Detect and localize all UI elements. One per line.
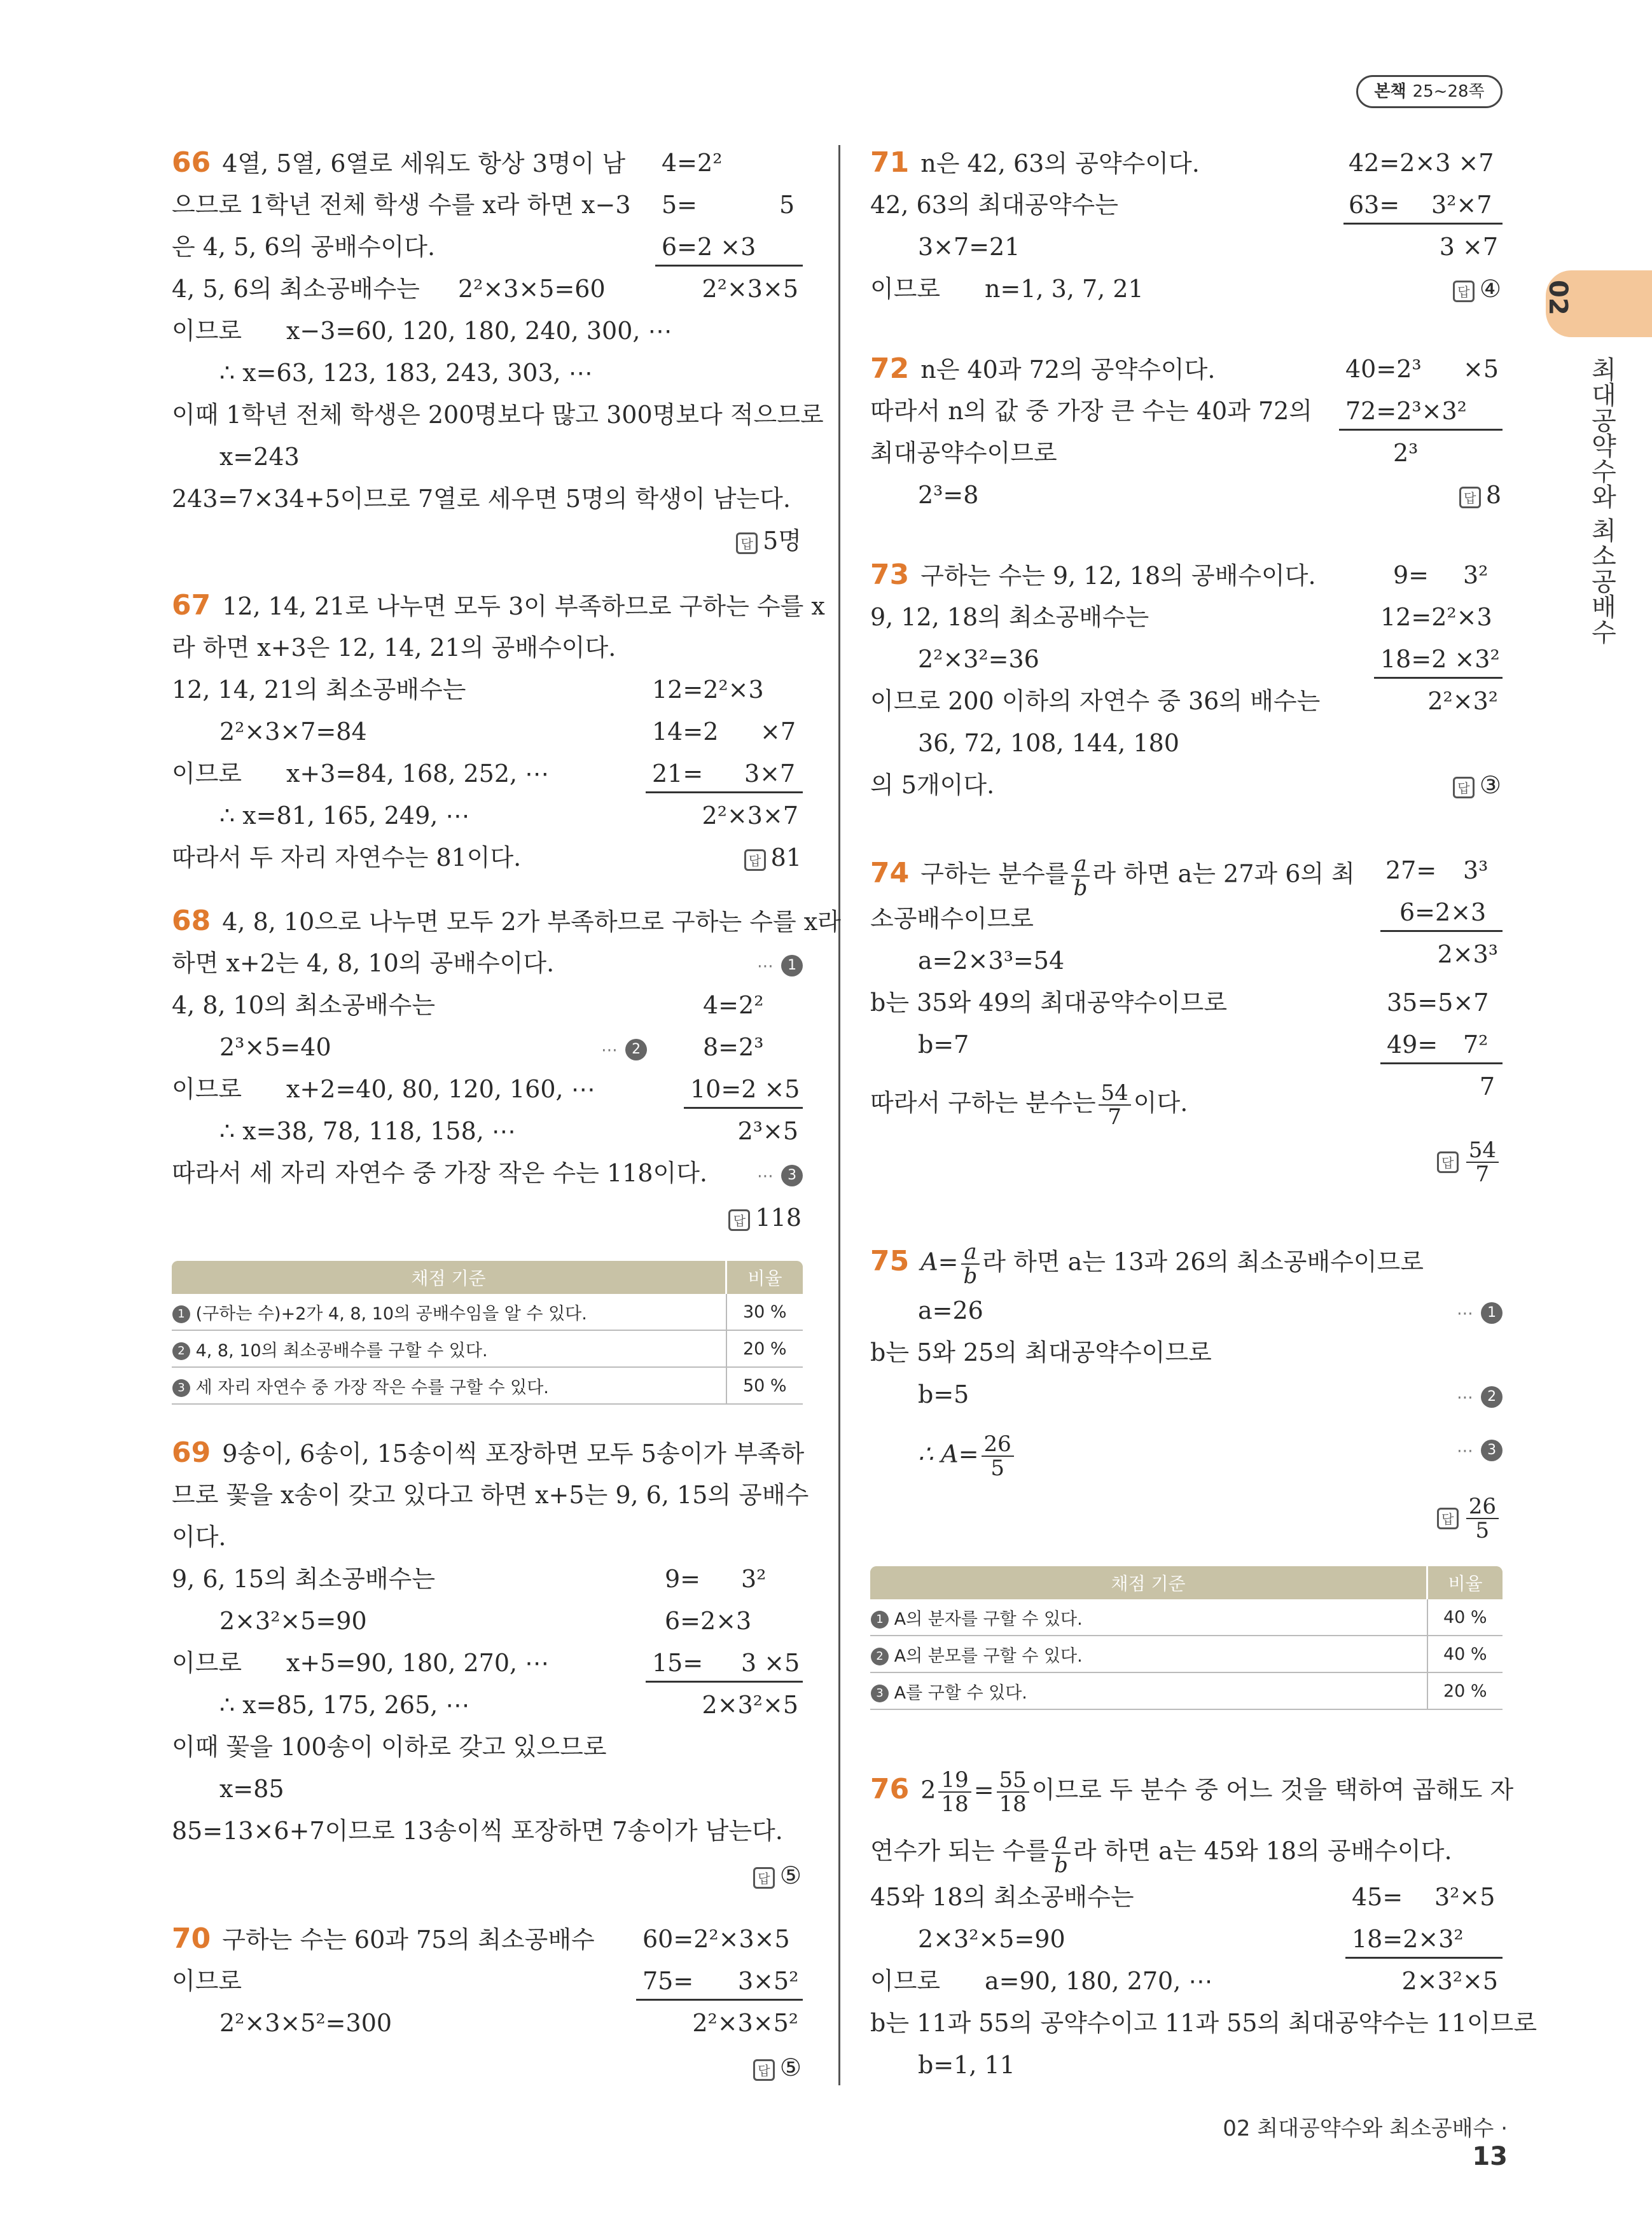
answer-70: 답 ⑤ — [687, 2052, 802, 2083]
problem-69-line2: 므로 꽃을 x송이 갖고 있다고 하면 x+5는 9, 6, 15의 공배수 — [172, 1481, 809, 1509]
problem-67-line1: 67 12, 14, 21로 나누면 모두 3이 부족하므로 구하는 수를 x — [172, 589, 825, 622]
factor-result: 2²×3×5² — [692, 2009, 798, 2037]
step-marker-2: ⋯ 2 — [1457, 1379, 1503, 1413]
problem-68-line5b: x+2=40, 80, 120, 160, ⋯ — [286, 1075, 595, 1103]
fraction-54-7: $\frac{54}{7}$ — [1099, 1081, 1131, 1129]
problem-75-line4: b=5 — [918, 1380, 969, 1408]
answer-75: 답 $\frac{26}{5}$ — [1374, 1495, 1501, 1542]
fraction-26-5: $\frac{26}{5}$ — [982, 1433, 1014, 1480]
factor-result: 2×3²×5 — [1401, 1967, 1498, 1995]
problem-66-line9: 243=7×34+5이므로 7열로 세우면 5명의 학생이 남는다. — [172, 485, 791, 513]
table-row: 1 A의 분자를 구할 수 있다. 40 % — [870, 1599, 1503, 1636]
factor-line: 3×7 — [744, 760, 796, 788]
factor-result: 2×3²×5 — [702, 1691, 798, 1719]
problem-66-line5b: x−3=60, 120, 180, 240, 300, ⋯ — [286, 317, 672, 345]
problem-73-line6: 의 5개이다. — [870, 771, 995, 799]
problem-71-line3: 3×7=21 — [918, 233, 1020, 261]
answer-72: 답 8 — [1374, 480, 1501, 510]
answer-69: 답 ⑤ — [687, 1860, 802, 1891]
factor-line: 6=2 ×3 — [662, 233, 756, 261]
factor-rule — [646, 1681, 803, 1683]
problem-75-line1: 75 A= $\frac{a}{b}$ 라 하면 a는 13과 26의 최소공배수이므로 — [870, 1239, 1424, 1289]
factor-line: 3 ×5 — [741, 1649, 800, 1677]
step-marker-1: ⋯ 1 — [1457, 1295, 1503, 1329]
factor-line: 21= — [652, 760, 704, 788]
problem-number: 66 — [172, 146, 211, 179]
step-marker-3: ⋯ 3 — [757, 1158, 803, 1192]
problem-66-line5: 이므로 — [172, 317, 242, 345]
problem-number: 69 — [172, 1436, 211, 1469]
factor-line: 9= — [1393, 561, 1429, 589]
factor-result: 2³ — [1393, 439, 1419, 467]
problem-66-line4: 4, 5, 6의 최소공배수는 — [172, 275, 420, 303]
table-header-criteria: 채점 기준 — [172, 1261, 726, 1294]
problem-72-line3: 최대공약수이므로 — [870, 439, 1057, 467]
table-header-criteria: 채점 기준 — [870, 1566, 1427, 1599]
problem-69-line5: 2×3²×5=90 — [219, 1607, 367, 1635]
fraction-55-18: $\frac{55}{18}$ — [997, 1769, 1029, 1816]
chapter-tab-title: 최대공약수와 최소공배수 — [1587, 356, 1616, 644]
problem-number: 74 — [870, 856, 910, 889]
problem-73-line5: 36, 72, 108, 144, 180 — [918, 729, 1179, 757]
factor-rule — [646, 791, 803, 793]
factor-line: 45= — [1352, 1883, 1403, 1911]
problem-number: 68 — [172, 905, 211, 937]
problem-74-line2: 소공배수이므로 — [870, 905, 1034, 933]
problem-67-line2: 라 하면 x+3은 12, 14, 21의 공배수이다. — [172, 634, 616, 662]
problem-68-line3: 4, 8, 10의 최소공배수는 — [172, 991, 436, 1019]
problem-72-line2: 따라서 n의 값 중 가장 큰 수는 40과 72의 — [870, 397, 1313, 425]
problem-69-line8: 이때 꽃을 100송이 이하로 갖고 있으므로 — [172, 1733, 607, 1761]
problem-69-line9: x=85 — [219, 1775, 284, 1803]
problem-75-line5: ∴ A= $\frac{26}{5}$ — [918, 1433, 1017, 1480]
problem-71-line4b: n=1, 3, 7, 21 — [985, 275, 1144, 303]
table-row: 3 세 자리 자연수 중 가장 작은 수를 구할 수 있다. 50 % — [172, 1367, 803, 1404]
problem-68-line5: 이므로 — [172, 1075, 242, 1103]
factor-rule — [1374, 677, 1503, 679]
answer-66: 답 5명 — [687, 525, 802, 556]
problem-number: 67 — [172, 589, 211, 622]
problem-67-line4: 2²×3×7=84 — [219, 718, 367, 746]
problem-number: 73 — [870, 559, 910, 591]
problem-66-lcm: 2²×3×5=60 — [458, 275, 606, 303]
factor-rule — [1380, 1062, 1503, 1064]
factor-line: 3² — [1463, 561, 1489, 589]
problem-66-line8: x=243 — [219, 443, 300, 471]
column-divider — [838, 145, 840, 2085]
factor-line: 18=2×3² — [1352, 1925, 1464, 1953]
problem-69-line1: 69 9송이, 6송이, 15송이씩 포장하면 모두 5송이가 부족하 — [172, 1436, 805, 1469]
factor-line: 5= — [662, 191, 698, 219]
problem-68-line7: 따라서 세 자리 자연수 중 가장 작은 수는 118이다. — [172, 1159, 707, 1187]
factor-result: 2³×5 — [737, 1117, 798, 1145]
factor-rule — [636, 1999, 803, 2001]
problem-66-line3: 은 4, 5, 6의 공배수이다. — [172, 233, 436, 261]
factor-line: 75= — [642, 1967, 694, 1995]
problem-67-line6: ∴ x=81, 165, 249, ⋯ — [219, 802, 470, 830]
problem-76-line5b: a=90, 180, 270, ⋯ — [985, 1967, 1213, 1995]
problem-76-line6: b는 11과 55의 공약수이고 11과 55의 최대공약수는 11이므로 — [870, 2009, 1537, 2037]
fraction-19-18: $\frac{19}{18}$ — [938, 1769, 971, 1816]
page-footer: 02 최대공약수와 최소공배수 · 13 — [1223, 2116, 1508, 2171]
factor-line: 3²×7 — [1431, 191, 1492, 219]
problem-68-line1: 68 4, 8, 10으로 나누면 모두 2가 부족하므로 구하는 수를 x라 — [172, 905, 841, 937]
problem-68-line6: ∴ x=38, 78, 118, 158, ⋯ — [219, 1117, 516, 1145]
factor-line: 12=2²×3 — [652, 676, 764, 704]
factor-line: ×5 — [1463, 355, 1499, 383]
factor-result: 2²×3×5 — [702, 275, 798, 303]
problem-66-line7: 이때 1학년 전체 학생은 200명보다 많고 300명보다 적으므로 — [172, 401, 824, 429]
table-header-ratio: 비율 — [726, 1261, 803, 1294]
answer-68: 답 118 — [687, 1202, 802, 1233]
factor-line: 4=2² — [703, 991, 764, 1019]
fraction-a-over-b: $\frac{a}{b}$ — [961, 1241, 980, 1288]
factor-result: 2×3³ — [1437, 940, 1498, 968]
problem-73-line4: 이므로 200 이하의 자연수 중 36의 배수는 — [870, 687, 1321, 715]
factor-line: 72=2³×3² — [1345, 397, 1467, 425]
problem-74-line5: b=7 — [918, 1031, 969, 1059]
factor-rule — [684, 1107, 803, 1109]
factor-line: 8=2³ — [703, 1033, 764, 1061]
table-row: 2 4, 8, 10의 최소공배수를 구할 수 있다. 20 % — [172, 1330, 803, 1367]
problem-number: 75 — [870, 1244, 910, 1277]
answer-icon: 답 — [1453, 777, 1475, 798]
factor-result: 3 ×7 — [1439, 233, 1498, 261]
problem-68-line2: 하면 x+2는 4, 8, 10의 공배수이다. — [172, 949, 555, 977]
problem-76-line2: 연수가 되는 수를 $\frac{a}{b}$ 라 하면 a는 45와 18의 공배수이다. — [870, 1828, 1452, 1878]
factor-line: 15= — [652, 1649, 704, 1677]
step-marker-2: ⋯ 2 — [601, 1032, 647, 1066]
problem-71-line2: 42, 63의 최대공약수는 — [870, 191, 1118, 219]
scoring-table-75 — [870, 1566, 1503, 1710]
factor-line: 4=2² — [662, 149, 723, 177]
answer-icon: 답 — [1453, 281, 1475, 302]
problem-76-line1: 76 2 $\frac{19}{18}$ = $\frac{55}{18}$ 이므로 두 분수 중 어느 것을 택하여 곱해도 자 — [870, 1767, 1514, 1817]
problem-68-line4: 2³×5=40 — [219, 1033, 331, 1061]
factor-rule — [1339, 429, 1503, 431]
problem-67-line3: 12, 14, 21의 최소공배수는 — [172, 676, 466, 704]
factor-line: 3×5² — [738, 1967, 799, 1995]
answer-icon: 답 — [753, 1867, 775, 1889]
problem-67-line5: 이므로 — [172, 760, 242, 788]
problem-69-line6: 이므로 — [172, 1649, 242, 1677]
page-number: 13 — [1472, 2142, 1508, 2171]
page-reference-badge — [1356, 75, 1503, 108]
factor-line: 42=2×3 ×7 — [1349, 149, 1494, 177]
problem-71-line1: 71 n은 42, 63의 공약수이다. — [870, 146, 1200, 179]
problem-66-line2: 으므로 1학년 전체 학생 수를 x라 하면 x−3 — [172, 191, 631, 219]
answer-71: 답 ④ — [1374, 274, 1501, 304]
factor-line: 9= — [665, 1565, 701, 1593]
problem-72-line1: 72 n은 40과 72의 공약수이다. — [870, 352, 1216, 385]
factor-line: 3³ — [1463, 856, 1489, 884]
table-row: 1 (구하는 수)+2가 4, 8, 10의 공배수임을 알 수 있다. 30 % — [172, 1294, 803, 1330]
step-marker-1: ⋯ 1 — [757, 948, 803, 982]
answer-icon: 답 — [1459, 487, 1481, 508]
problem-number: 72 — [870, 352, 910, 385]
factor-line: 12=2²×3 — [1380, 603, 1492, 631]
problem-67-line5b: x+3=84, 168, 252, ⋯ — [286, 760, 550, 788]
problem-71-line4: 이므로 — [870, 275, 941, 303]
problem-74-line6: 따라서 구하는 분수는 $\frac{54}{7}$ 이다. — [870, 1080, 1188, 1130]
factor-result: 2²×3² — [1427, 687, 1498, 715]
problem-66-line1: 66 4열, 5열, 6열로 세워도 항상 3명이 남 — [172, 146, 626, 179]
factor-line: 3² — [741, 1565, 767, 1593]
page-range: 25~28쪽 — [1412, 82, 1485, 101]
problem-74-line4: b는 35와 49의 최대공약수이므로 — [870, 989, 1228, 1017]
answer-icon: 답 — [744, 849, 766, 871]
answer-icon: 답 — [736, 532, 758, 554]
table-row: 3 A를 구할 수 있다. 20 % — [870, 1672, 1503, 1709]
table-header-ratio: 비율 — [1427, 1566, 1503, 1599]
problem-75-line3: b는 5와 25의 최대공약수이므로 — [870, 1338, 1212, 1366]
factor-line: ×7 — [760, 718, 796, 746]
problem-number: 70 — [172, 1922, 211, 1955]
factor-result: 7 — [1479, 1073, 1495, 1101]
factor-line: 14=2 — [652, 718, 719, 746]
factor-result: 2²×3×7 — [702, 802, 798, 830]
problem-69-line7: ∴ x=85, 175, 265, ⋯ — [219, 1691, 470, 1719]
factor-line: 18=2 ×3² — [1380, 645, 1500, 673]
chapter-tab-number: 02 — [1543, 280, 1572, 316]
fraction-a-over-b: $\frac{a}{b}$ — [1052, 1830, 1071, 1877]
footer-chapter: 02 최대공약수와 최소공배수 — [1223, 2116, 1494, 2141]
problem-76-line5: 이므로 — [870, 1967, 941, 1995]
answer-icon: 답 — [1437, 1151, 1459, 1173]
problem-76-line3: 45와 18의 최소공배수는 — [870, 1883, 1134, 1911]
problem-70-line2: 이므로 — [172, 1967, 242, 1995]
factor-line: 49= — [1387, 1031, 1438, 1059]
problem-73-line3: 2²×3²=36 — [918, 645, 1039, 673]
scoring-table-68 — [172, 1261, 803, 1405]
answer-icon: 답 — [753, 2059, 775, 2081]
factor-line: 60=2²×3×5 — [642, 1925, 790, 1953]
problem-74-line1: 74 구하는 분수를 $\frac{a}{b}$ 라 하면 a는 27과 6의 최 — [870, 851, 1355, 901]
step-marker-3: ⋯ 3 — [1457, 1433, 1503, 1466]
problem-76-line7: b=1, 11 — [918, 2051, 1015, 2079]
answer-74: 답 $\frac{54}{7}$ — [1374, 1139, 1501, 1186]
answer-73: 답 ③ — [1374, 770, 1501, 800]
fraction-a-over-b: $\frac{a}{b}$ — [1071, 852, 1090, 900]
problem-number: 76 — [870, 1772, 910, 1805]
factor-line: 35=5×7 — [1387, 989, 1489, 1017]
book-label: 본책 — [1374, 82, 1406, 101]
answer-67: 답 81 — [687, 842, 802, 873]
problem-74-line3: a=2×3³=54 — [918, 947, 1065, 975]
problem-70-line1: 70 구하는 수는 60과 75의 최소공배수 — [172, 1922, 595, 1955]
problem-number: 71 — [870, 146, 910, 179]
factor-line: 27= — [1385, 856, 1437, 884]
factor-rule — [1343, 223, 1503, 225]
factor-line: 10=2 ×5 — [690, 1075, 800, 1103]
problem-67-line7: 따라서 두 자리 자연수는 81이다. — [172, 844, 522, 872]
problem-69-line3: 이다. — [172, 1523, 226, 1551]
answer-icon: 답 — [728, 1209, 750, 1231]
problem-69-line6b: x+5=90, 180, 270, ⋯ — [286, 1649, 550, 1677]
problem-76-line4: 2×3²×5=90 — [918, 1925, 1065, 1953]
problem-75-line2: a=26 — [918, 1296, 983, 1324]
factor-line: 5 — [779, 191, 795, 219]
problem-72-line4: 2³=8 — [918, 481, 979, 509]
problem-66-line6: ∴ x=63, 123, 183, 243, 303, ⋯ — [219, 359, 593, 387]
factor-line: 40=2³ — [1345, 355, 1422, 383]
factor-rule — [655, 265, 803, 267]
answer-icon: 답 — [1437, 1508, 1459, 1529]
factor-line: 63= — [1349, 191, 1400, 219]
factor-rule — [1380, 930, 1503, 932]
factor-line: 7² — [1463, 1031, 1489, 1059]
factor-rule — [1345, 1957, 1503, 1959]
factor-line: 3²×5 — [1434, 1883, 1496, 1911]
factor-line: 6=2×3 — [665, 1607, 752, 1635]
problem-69-line10: 85=13×6+7이므로 13송이씩 포장하면 7송이가 남는다. — [172, 1817, 783, 1845]
problem-73-line1: 73 구하는 수는 9, 12, 18의 공배수이다. — [870, 559, 1316, 591]
factor-line: 6=2×3 — [1399, 898, 1487, 926]
table-row: 2 A의 분모를 구할 수 있다. 40 % — [870, 1636, 1503, 1672]
problem-69-line4: 9, 6, 15의 최소공배수는 — [172, 1565, 436, 1593]
problem-70-line3: 2²×3×5²=300 — [219, 2009, 392, 2037]
problem-73-line2: 9, 12, 18의 최소공배수는 — [870, 603, 1149, 631]
